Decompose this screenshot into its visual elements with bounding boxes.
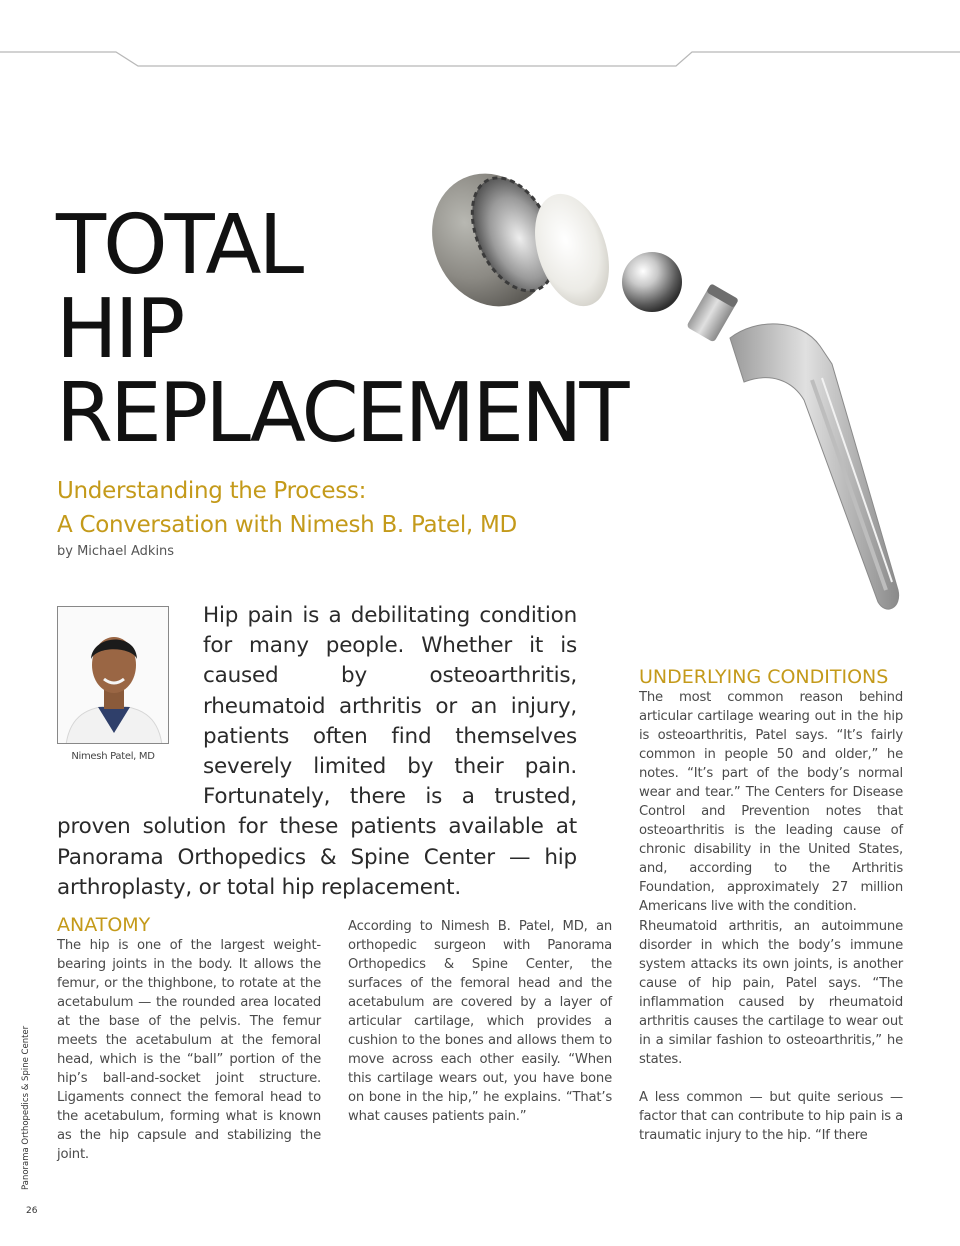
title-line-1: TOTAL xyxy=(56,198,302,293)
anatomy-body: The hip is one of the largest weight-bearing joints in the body. It allows the femur, or the thighbone, to rotate at the acetabulum — the rounded area located at the base of the pelvis. The femur meets the acetabulum at the femoral head, which is the “ball” portion of the hip’s ball-and-socket joint structure. Ligaments connect the femoral head to the acetabulum, forming what is known as the hip capsule and stabilizing the joint. xyxy=(57,938,321,1162)
title-line-2: HIP xyxy=(56,282,183,377)
title-line-3: REPLACEMENT xyxy=(56,366,627,461)
portrait-image xyxy=(58,607,169,744)
underlying-conditions-body: The most common reason behind articular cartilage wearing out in the hip is osteoarthritis, Patel says. “It’s fairly common in people 50 and older,” he notes. “It’s part of the body’s normal wear and tear.” The Centers for Disease Control and Prevention notes that osteoarthritis is the leading cause of chronic disability in the United States, and, according to the Arthritis Foundation, approximately 27 million Americans live with the condition. xyxy=(639,690,903,914)
page-number: 26 xyxy=(26,1206,38,1216)
author-photo xyxy=(57,606,169,744)
byline: by Michael Adkins xyxy=(57,544,175,559)
right-paragraph-1: Rheumatoid arthritis, an autoimmune disorder in which the body’s immune system attacks its own joints, is another cause of hip pain, Patel says. “The inflammation caused by rheumatoid arthritis causes the cartilage to wear out in a similar fashion to osteoarthritis,” he states. xyxy=(639,919,903,1067)
header-rule xyxy=(0,0,960,70)
underlying-conditions-column xyxy=(639,666,903,916)
subtitle-line-2: A Conversation with Nimesh B. Patel, MD xyxy=(57,512,517,538)
underlying-conditions-heading: UNDERLYING CONDITIONS xyxy=(639,666,889,688)
article-subtitle xyxy=(57,474,517,542)
right-column xyxy=(639,917,903,1145)
subtitle-line-1: Understanding the Process: xyxy=(57,478,367,504)
photo-caption: Nimesh Patel, MD xyxy=(71,751,155,762)
middle-body: According to Nimesh B. Patel, MD, an orthopedic surgeon with Panorama Orthopedics & Spine Center, the surfaces of the femoral head and the acetabulum are covered by a layer of articular cartilage, which provides a cushion to the bones and allows them to move across each other easily. “When this cartilage wears out, you have bone on bone in the hip,” he explains. “That’s what causes patients pain.” xyxy=(348,919,612,1124)
middle-column xyxy=(348,917,612,1126)
right-paragraph-2: A less common — but quite serious — factor that can contribute to hip pain is a traumatic injury to the hip. “If there xyxy=(639,1090,903,1143)
anatomy-heading: ANATOMY xyxy=(57,914,151,936)
side-publication-label: Panorama Orthopedics & Spine Center xyxy=(21,1025,31,1190)
lede-text: Hip pain is a debilitating condition for many people. Whether it is caused by osteoarthritis, rheumatoid arthritis or an injury, patients often find themselves severely limited by their pain. Fortunately, there is a trusted, proven solution for these patients available at Panorama Orthopedics & Spine Center — hip arthroplasty, or total hip replacement. xyxy=(57,603,577,900)
anatomy-column xyxy=(57,914,321,1164)
article-title xyxy=(56,198,627,461)
